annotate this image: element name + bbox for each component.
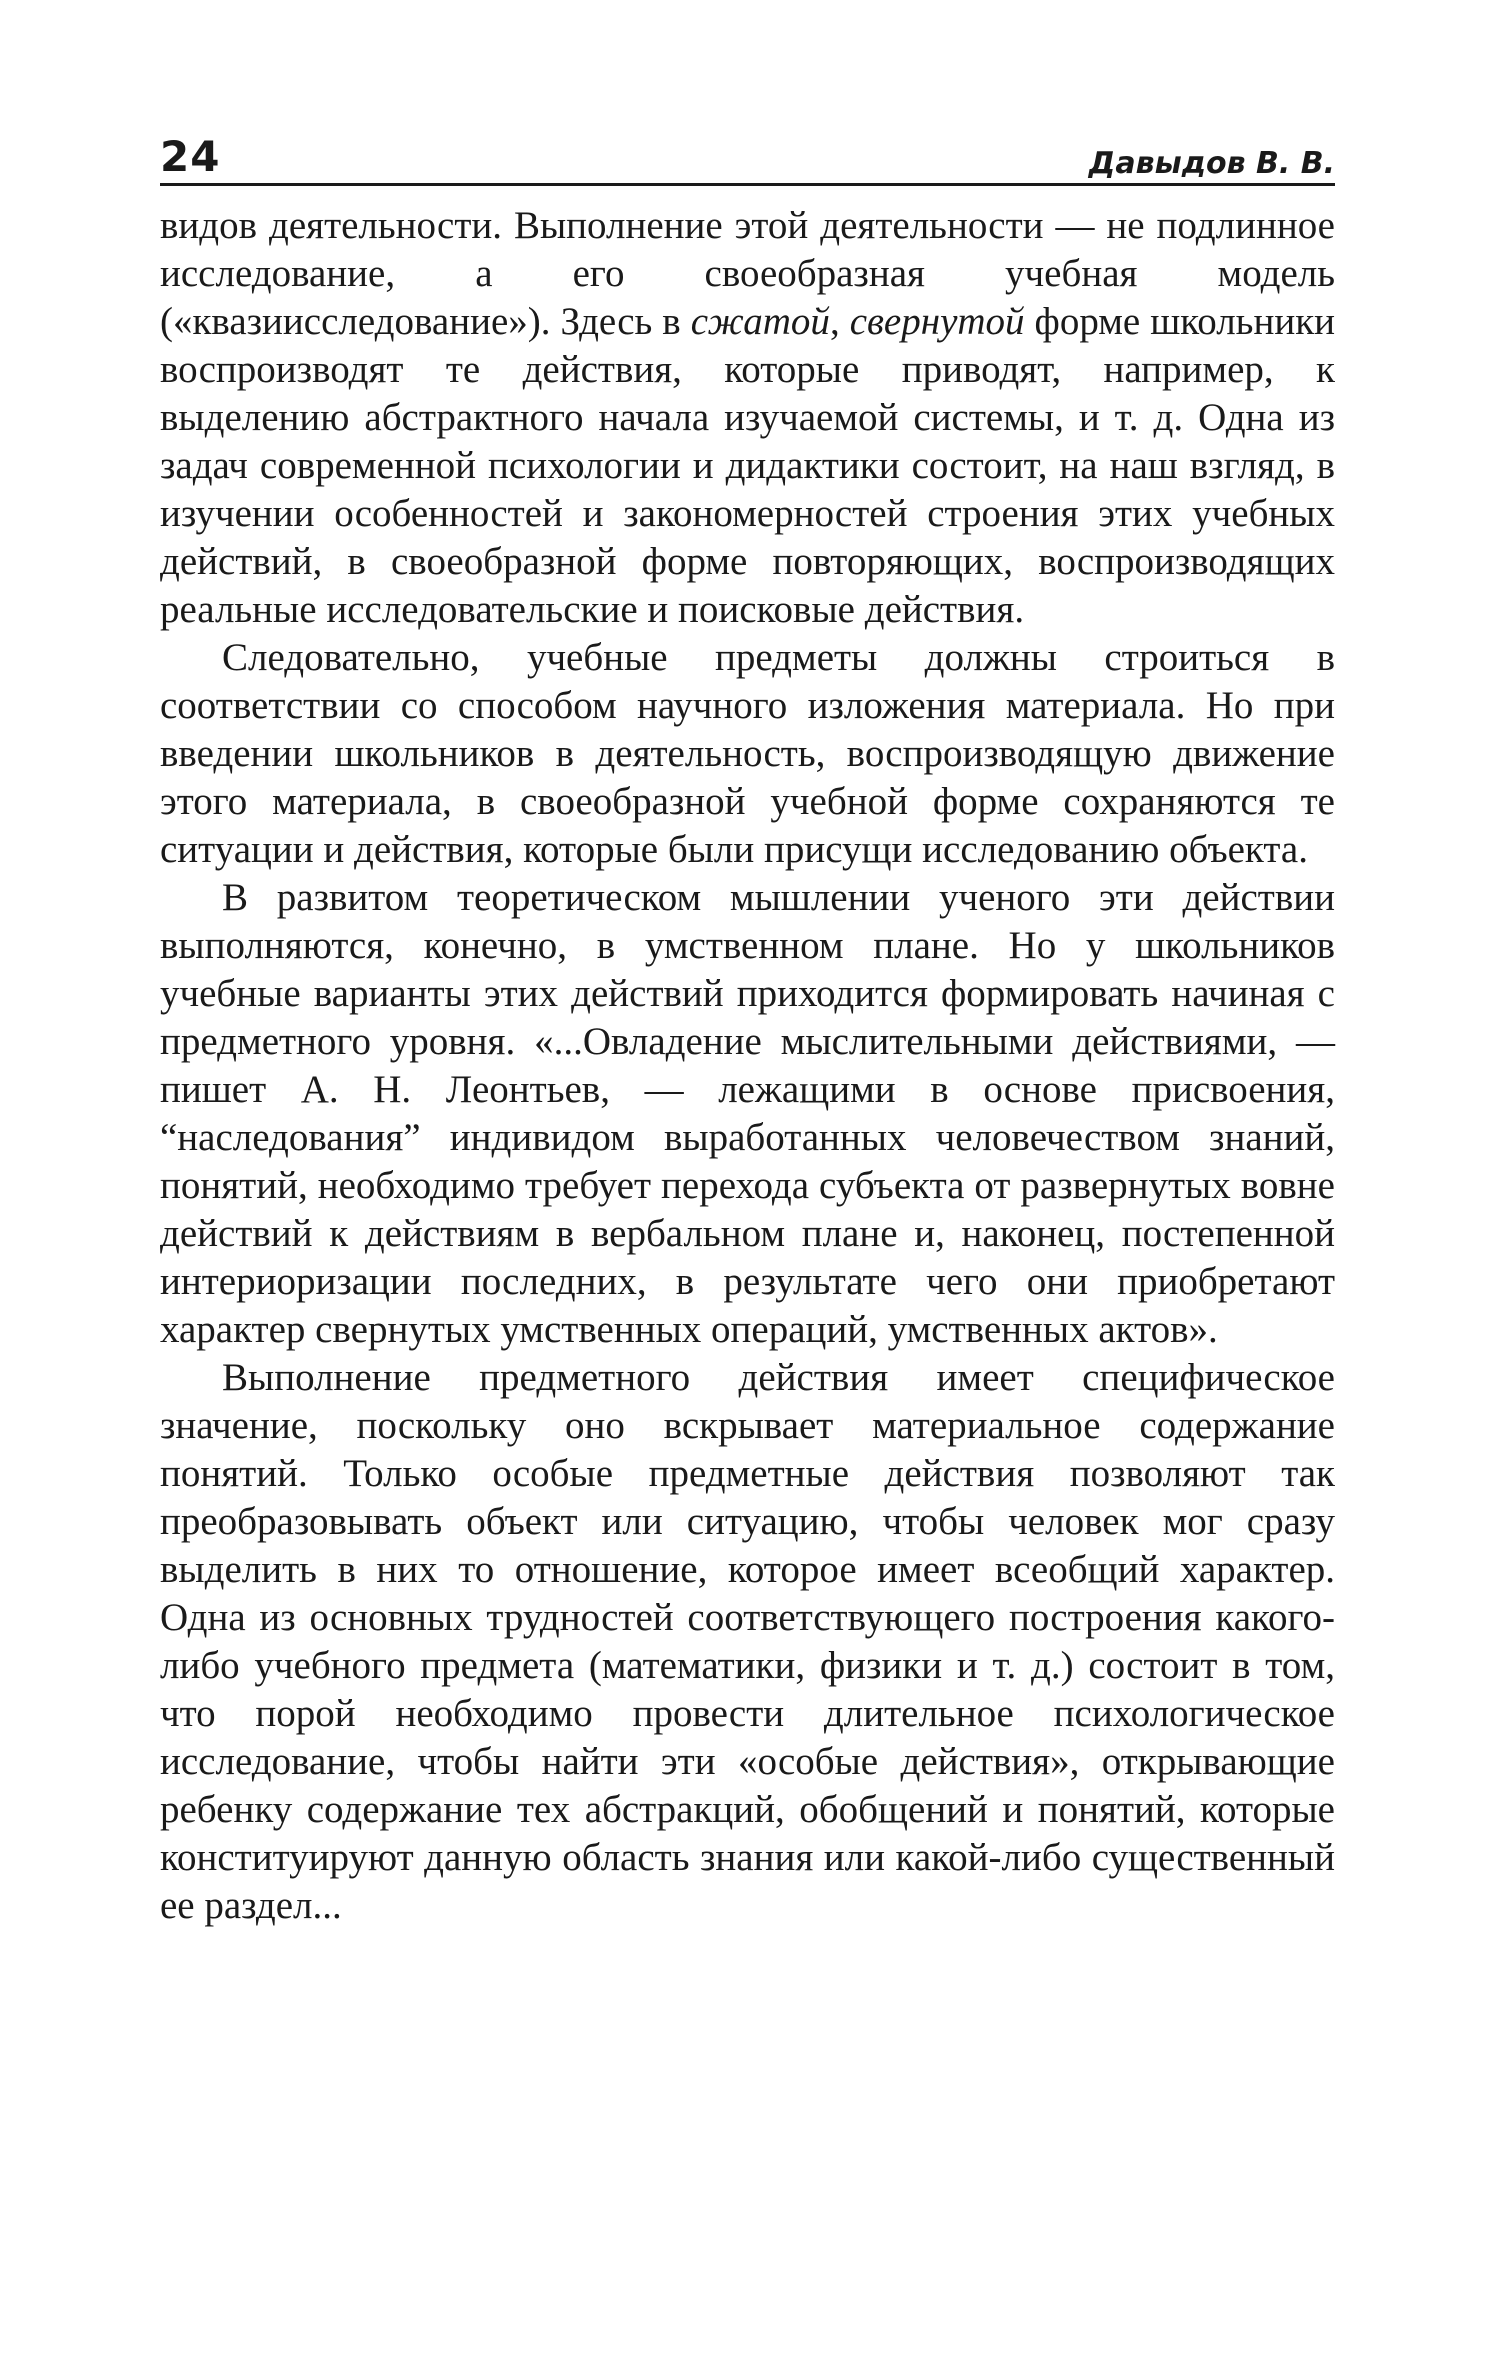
paragraph-1-text-between: , — [829, 300, 850, 343]
book-page — [160, 125, 1335, 1930]
paragraph-1 — [160, 202, 1335, 634]
paragraph-1-text-after: форме школьники воспроизводят те действия, которые приводят, например, к выделению абстрактного начала изучаемой системы, и т. д. Одна из задач современной психологии и дидактики состоит, на наш взгляд, в изучении особенностей и закономерностей строения этих учебных действий, в своеобразной форме повторяющих, воспроизводящих реальные исследовательские и поисковые действия. — [160, 300, 1336, 631]
body-text — [160, 202, 1335, 1930]
paragraph-4: Выполнение предметного действия имеет специфическое значение, поскольку оно вскрывает материальное содержание понятий. Только особые предметные действия позволяют так преобразовывать объект или ситуацию, чтобы человек мог сразу выделить в них то отношение, которое имеет всеобщий характер. Одна из основных трудностей соответствующего построения какого-либо учебного предмета (математики, физики и т. д.) состоит в том, что порой необходимо провести длительное психологическое исследование, чтобы найти эти «особые действия», открывающие ребенку содержание тех абстракций, обобщений и понятий, которые конституируют данную область знания или какой-либо существенный ее раздел... — [160, 1356, 1335, 1927]
running-head — [160, 125, 1335, 186]
italic-term-folded: свернутой — [849, 300, 1025, 343]
italic-term-compressed: сжатой — [690, 300, 830, 343]
author-name: Давыдов В. В. — [1088, 146, 1335, 181]
paragraph-2: Следовательно, учебные предметы должны строиться в соответствии со способом научного изложения материала. Но при введении школьников в деятельность, воспроизводящую движение этого материала, в своеобразной учебной форме сохраняются те ситуации и действия, которые были присущи исследованию объекта. — [160, 636, 1335, 871]
paragraph-1-text-before: видов деятельности. Выполнение этой деятельности — не подлинное исследование, а его своеобразная учебная модель («квазиисследование»). Здесь в — [160, 204, 1335, 343]
paragraph-3: В развитом теоретическом мышлении ученого эти действии выполняются, конечно, в умственном плане. Но у школьников учебные варианты этих действий приходится формировать начиная с предметного уровня. «...Овладение мыслительными действиями, — пишет А. Н. Леонтьев, — лежащими в основе присвоения, “наследования” индивидом выработанных человечеством знаний, понятий, необходимо требует перехода субъекта от развернутых вовне действий к действиям в вербальном плане и, наконец, постепенной интериоризации последних, в результате чего они приобретают характер свернутых умственных операций, умственных актов». — [160, 876, 1335, 1351]
page-number: 24 — [160, 132, 221, 181]
